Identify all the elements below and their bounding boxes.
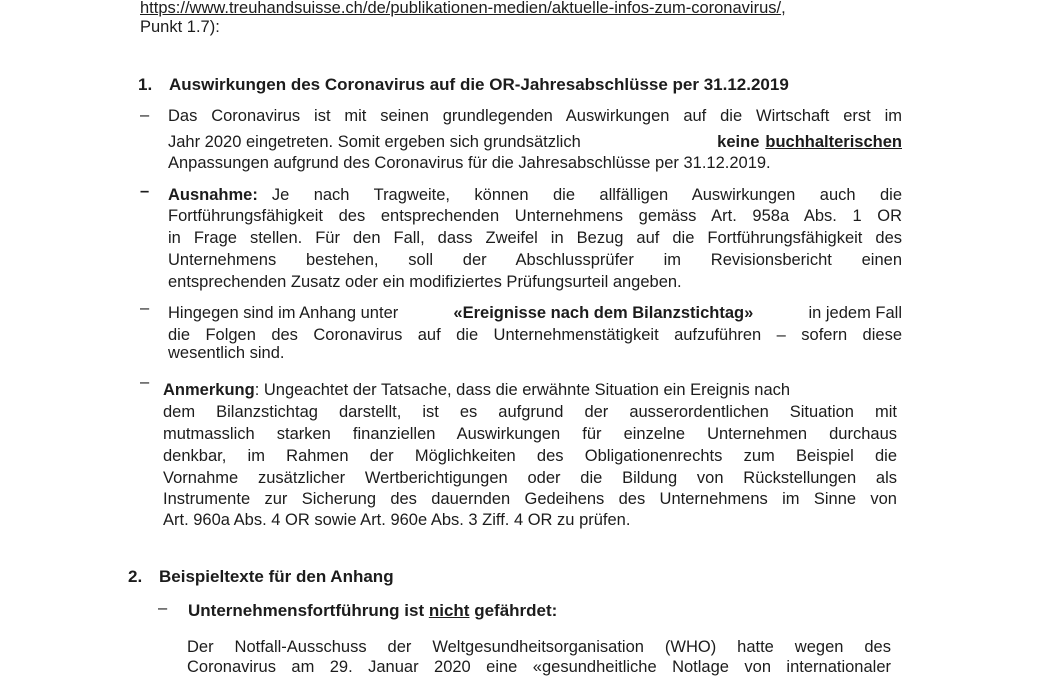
paragraph-line: Anpassungen aufgrund des Coronavirus für die Jahresabschlüsse per 31.12.2019. — [168, 154, 771, 172]
section-1-number: 1. — [138, 75, 153, 94]
paragraph-line — [168, 303, 902, 323]
paragraph-line — [168, 185, 902, 205]
bullet-dash: – — [140, 299, 150, 317]
source-url-link[interactable]: https://www.treuhandsuisse.ch/de/publikationen-medien/aktuelle-infos-zum-coronavirus/ — [140, 0, 782, 17]
bullet-dash: – — [140, 182, 150, 200]
paragraph-line: dem Bilanzstichtag darstellt, ist es aufgrund der ausserordentlichen Situation mit — [163, 403, 897, 421]
paragraph-line: Instrumente zur Sicherung des dauernden Gedeihens des Unternehmens im Sinne von — [163, 490, 897, 508]
text-run: in jedem Fall — [808, 304, 902, 322]
url-suffix: , — [781, 0, 786, 17]
paragraph-line: denkbar, im Rahmen der Möglichkeiten des Obligationenrechts zum Beispiel die — [163, 447, 897, 465]
bullet-dash: – — [140, 373, 150, 391]
bullet-dash: – — [158, 599, 168, 617]
paragraph-line: Das Coronavirus ist mit seinen grundlegenden Auswirkungen auf die Wirtschaft erst im — [168, 107, 902, 125]
emphasis-ereignisse: «Ereignisse nach dem Bilanzstichtag» — [453, 304, 754, 322]
bullet-dash: – — [140, 106, 150, 124]
paragraph-line: mutmasslich starken finanziellen Auswirkungen für einzelne Unternehmen durchaus — [163, 425, 897, 443]
paragraph-line: die Folgen des Coronavirus auf die Unternehmenstätigkeit aufzuführen – sofern diese — [168, 326, 902, 344]
paragraph-line: in Frage stellen. Für den Fall, dass Zweifel in Bezug auf die Fortführungsfähigkeit des — [168, 229, 902, 247]
text-run: gefährdet: — [474, 601, 558, 620]
emphasis-buchhalterischen: buchhalterischen — [765, 133, 902, 151]
paragraph-line: Coronavirus am 29. Januar 2020 eine «gesundheitliche Notlage von internationaler — [187, 658, 891, 676]
label-ausnahme: Ausnahme: — [168, 186, 258, 204]
paragraph-line: Art. 960a Abs. 4 OR sowie Art. 960e Abs. 3 Ziff. 4 OR zu prüfen. — [163, 511, 631, 529]
text-run: Hingegen sind im Anhang unter — [168, 304, 399, 322]
section-2-number: 2. — [128, 567, 143, 586]
text-run: Je nach Tragweite, können die allfälligen Auswirkungen auch die — [271, 186, 902, 204]
text-run: : Ungeachtet der Tatsache, dass die erwähnte Situation ein Ereignis nach — [254, 381, 791, 399]
text-run: Jahr 2020 eingetreten. Somit ergeben sich grundsätzlich — [168, 133, 581, 151]
paragraph-line — [163, 380, 897, 400]
emphasis-keine: keine — [717, 133, 760, 151]
paragraph-line: Unternehmens bestehen, soll der Abschlussprüfer im Revisionsbericht einen — [168, 251, 902, 269]
paragraph-line: Vornahme zusätzlicher Wertberichtigungen oder die Bildung von Rückstellungen als — [163, 469, 897, 487]
subheading — [188, 600, 557, 622]
emphasis-nicht: nicht — [428, 601, 470, 620]
label-anmerkung: Anmerkung — [163, 381, 255, 399]
punkt-reference: Punkt 1.7): — [140, 18, 220, 36]
paragraph-line: entsprechenden Zusatz oder ein modifiziertes Prüfungsurteil angeben. — [168, 273, 682, 291]
paragraph-line — [168, 132, 902, 152]
paragraph-line: wesentlich sind. — [168, 344, 285, 362]
text-run: Unternehmensfortführung ist — [188, 601, 425, 620]
section-1-title: Auswirkungen des Coronavirus auf die OR-Jahresabschlüsse per 31.12.2019 — [169, 75, 789, 94]
source-url-line — [140, 0, 786, 16]
paragraph-line: Der Notfall-Ausschuss der Weltgesundheitsorganisation (WHO) hatte wegen des — [187, 638, 891, 656]
section-2-title: Beispieltexte für den Anhang — [159, 567, 394, 586]
paragraph-line: Fortführungsfähigkeit des entsprechenden Unternehmens gemäss Art. 958a Abs. 1 OR — [168, 207, 902, 225]
